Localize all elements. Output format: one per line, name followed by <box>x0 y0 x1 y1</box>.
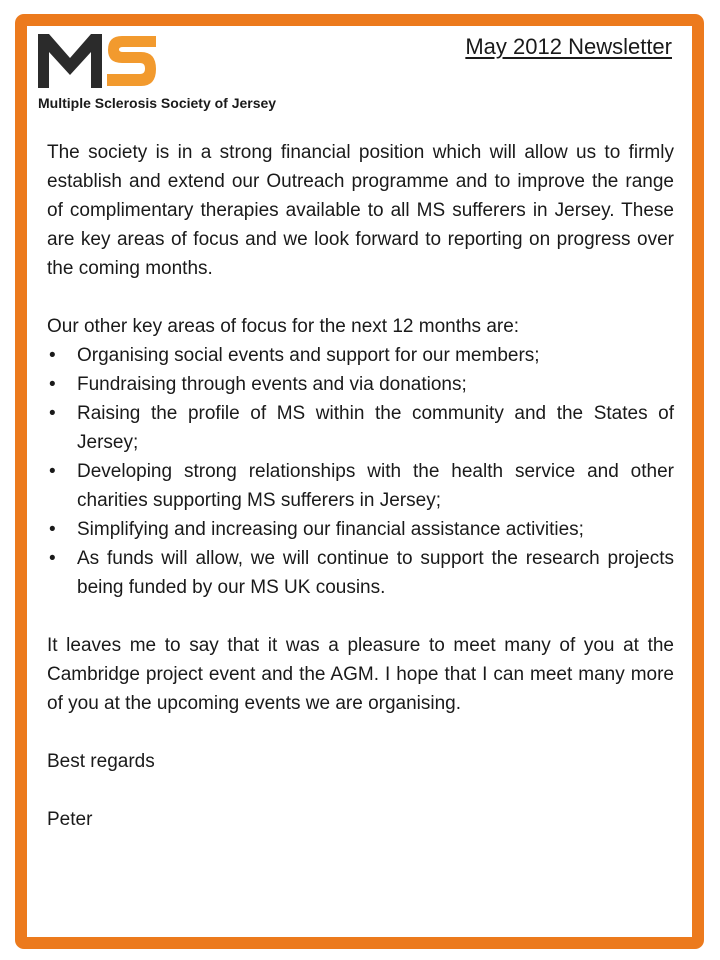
list-item-text: Organising social events and support for our members; <box>77 345 540 366</box>
ms-logo-icon <box>38 32 160 88</box>
bullet-icon: • <box>49 461 56 482</box>
bullet-icon: • <box>49 374 56 395</box>
logo-letter-m <box>38 34 102 88</box>
newsletter-body <box>47 138 674 834</box>
list-item-text: Fundraising through events and via donations; <box>77 374 467 395</box>
list-item <box>47 370 674 399</box>
list-item-text: Developing strong relationships with the health service and other charities supporting MS sufferers in Jersey; <box>77 461 674 511</box>
newsletter-title: May 2012 Newsletter <box>465 34 672 59</box>
intro-paragraph: The society is in a strong financial position which will allow us to firmly establish and extend our Outreach programme and to improve the range of complimentary therapies available to all MS sufferers in Jersey. These are key areas of focus and we look forward to reporting on progress over the coming months. <box>47 142 674 279</box>
bullet-icon: • <box>49 403 56 424</box>
closing-paragraph: It leaves me to say that it was a pleasure to meet many of you at the Cambridge project event and the AGM. I hope that I can meet many more of you at the upcoming events we are organising. <box>47 635 674 714</box>
list-item <box>47 515 674 544</box>
ms-logo <box>38 32 160 88</box>
list-item <box>47 544 674 602</box>
bullet-icon: • <box>49 548 56 569</box>
list-item-text: Simplifying and increasing our financial assistance activities; <box>77 519 584 540</box>
list-item <box>47 457 674 515</box>
focus-list <box>47 341 674 602</box>
list-item-text: As funds will allow, we will continue to support the research projects being funded by our MS UK cousins. <box>77 548 674 598</box>
list-item <box>47 341 674 370</box>
bullet-icon: • <box>49 345 56 366</box>
organisation-name: Multiple Sclerosis Society of Jersey <box>38 95 277 111</box>
sign-off: Best regards <box>47 751 155 772</box>
logo-letter-s <box>107 36 156 86</box>
list-item <box>47 399 674 457</box>
bullet-icon: • <box>49 519 56 540</box>
focus-lead-paragraph: Our other key areas of focus for the next 12 months are: <box>47 316 520 337</box>
signature: Peter <box>47 809 93 830</box>
list-item-text: Raising the profile of MS within the community and the States of Jersey; <box>77 403 674 453</box>
